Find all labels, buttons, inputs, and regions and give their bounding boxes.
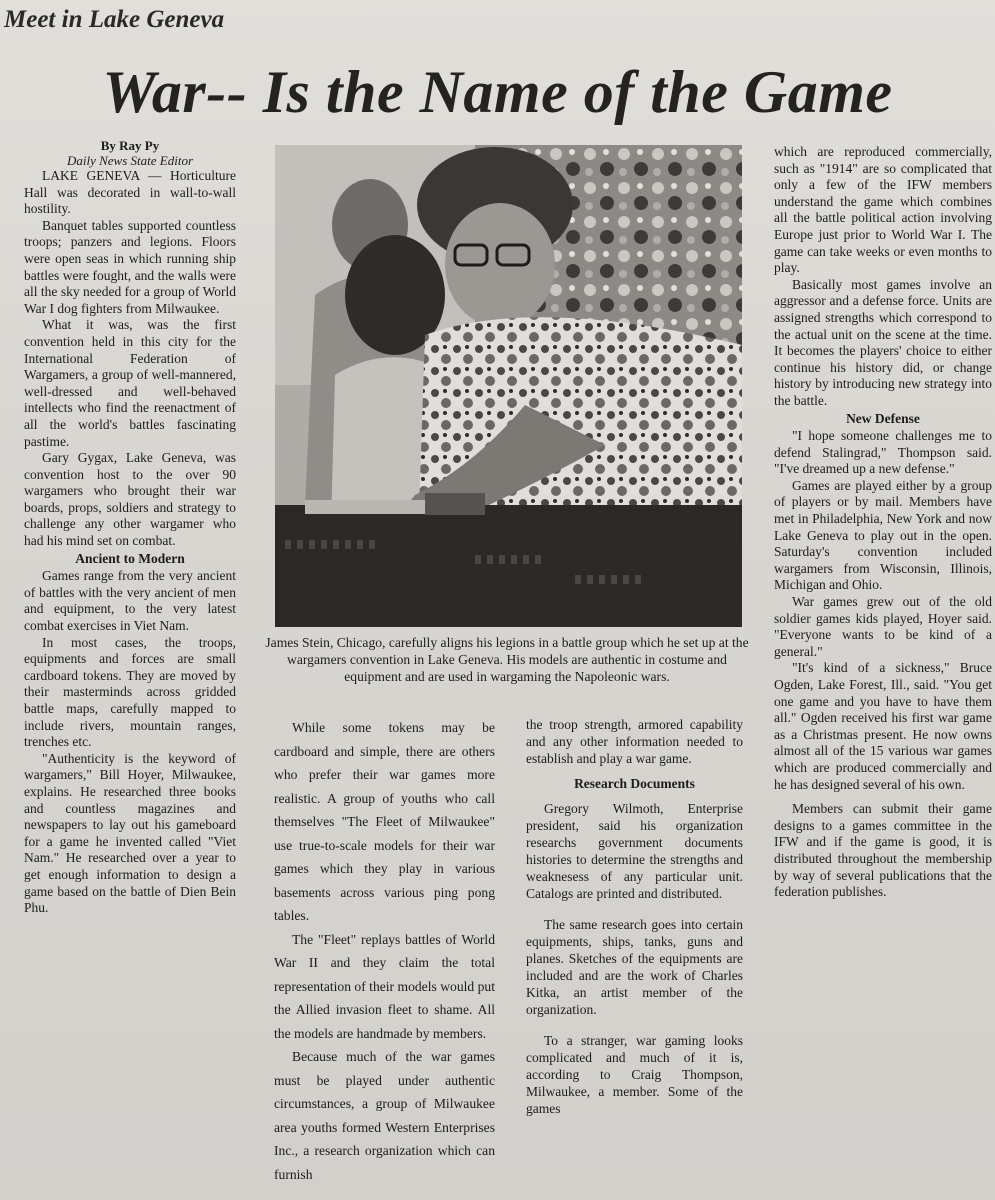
paragraph: "It's kind of a sickness," Bruce Ogden, Lake Forest, Ill., said. "You get one game and you have to have them all." Ogden received his first war game as a Christmas present. He now owns almost all of the 15 various war games which are produced commercially and he has designed several of his own.	[774, 660, 992, 792]
wargamer-photo	[275, 145, 742, 627]
paragraph: LAKE GENEVA — Horticulture Hall was decorated in wall-to-wall hostility.	[24, 168, 236, 217]
article-column-4	[774, 144, 992, 901]
paragraph: which are reproduced commercially, such as "1914" are so complicated that only a few of the IFW members understand the game which combines all the battle political action involving Europe just prior to World War I. The game can take weeks or even months to play.	[774, 144, 992, 276]
paragraph: the troop strength, armored capability and any other information needed to establish and play a war game.	[526, 717, 743, 766]
photo-illustration	[275, 145, 742, 627]
paragraph: What it was, was the first convention held in this city for the International Federation of Wargamers, a group of well-mannered, well-dressed and well-behaved intellects who find the reenactment of all the world's battles fascinating pastime.	[24, 317, 236, 449]
article-column-3	[526, 716, 743, 1117]
paragraph: War games grew out of the old soldier games kids played, Hoyer said. "Everyone wants to be kind of a general."	[774, 594, 992, 659]
paragraph: While some tokens may be cardboard and simple, there are others who prefer their war games more realistic. A group of youths who call themselves "The Fleet of Milwaukee" use true-to-scale models for their war games which they play in various basements across various ping pong tables.	[274, 720, 495, 923]
article-column-2	[274, 716, 495, 1186]
paragraph: "Authenticity is the keyword of wargamers," Bill Hoyer, Milwaukee, explains. He researched three books and countless magazines and newspapers to lay out his gameboard for a game he invented called "Viet Nam." He researched over a year to get enough information to design a game based on the battle of Dien Bein Phu.	[24, 750, 236, 916]
subhead-research-documents: Research Documents	[574, 776, 695, 791]
paragraph: The same research goes into certain equipments, ships, tanks, guns and planes. Sketches of the equipments are included and are the work of Charles Kitka, an artist member of the organization.	[526, 917, 743, 1017]
paragraph: In most cases, the troops, equipments and forces are small cardboard tokens. They are moved by their masterminds across gridded battle maps, carefully mapped to include rivers, mountain ranges, trenches etc.	[24, 634, 236, 750]
byline-title: Daily News State Editor	[66, 153, 194, 168]
paragraph: Banquet tables supported countless troops; panzers and legions. Floors were open seas in which running ship battles were fought, and the walls were all the sky needed for a group of World War I dog fighters from Milwaukee.	[24, 217, 236, 316]
subhead-ancient-to-modern: Ancient to Modern	[75, 550, 185, 566]
subhead-new-defense: New Defense	[846, 410, 920, 426]
kicker-headline: Meet in Lake Geneva	[4, 6, 225, 33]
paragraph: Members can submit their game designs to a games committee in the IFW and if the game is good, it is distributed throughout the membership by way of several publications that the federation publishes.	[774, 801, 992, 900]
paragraph: "I hope someone challenges me to defend Stalingrad," Thompson said. "I've dreamed up a new defense."	[774, 428, 992, 477]
main-headline: War-- Is the Name of the Game	[102, 59, 893, 125]
paragraph: Basically most games involve an aggressor and a defense force. Units are assigned strengths which correspond to the actual unit on the scene at the time. It becomes the players' choice to either continue his history did, or change history by introducing new strategy into the battle.	[774, 276, 992, 408]
paragraph: Games range from the very ancient of battles with the very ancient of men and equipment, to the very latest combat exercises in Viet Nam.	[24, 568, 236, 634]
paragraph: The "Fleet" replays battles of World War II and they claim the total representation of their models would put the Allied invasion fleet to shame. All the models are handmade by members.	[274, 931, 495, 1041]
paragraph: Gregory Wilmoth, Enterprise president, said his organization researchs government documents histories to determine the strengths and weaknesess of any particular unit. Catalogs are printed and distributed.	[526, 801, 743, 901]
photo-caption: James Stein, Chicago, carefully aligns his legions in a battle group which he set up at the wargamers convention in Lake Geneva. His models are authentic in costume and equipment and are used in wargaming the Napoleonic wars.	[265, 635, 749, 684]
paragraph: Because much of the war games must be played under authentic circumstances, a group of Milwaukee area youths formed Western Enterprises Inc., a research organization which can furnish	[274, 1049, 495, 1182]
paragraph: Gary Gygax, Lake Geneva, was convention host to the over 90 wargamers who brought their war boards, props, soldiers and strategy to challenge any other wargamer who had his mind set on combat.	[24, 450, 236, 549]
paragraph: To a stranger, war gaming looks complicated and much of it is, according to Craig Thompson, Milwaukee, a member. Some of the games	[526, 1033, 743, 1116]
article-column-1	[24, 138, 236, 917]
byline: By Ray Py	[100, 138, 160, 153]
paragraph: Games are played either by a group of players or by mail. Members have met in Philadelphia, New York and now Lake Geneva to play out in the open. Saturday's convention included wargamers from Wisconsin, Illinois, Michigan and Ohio.	[774, 477, 992, 593]
